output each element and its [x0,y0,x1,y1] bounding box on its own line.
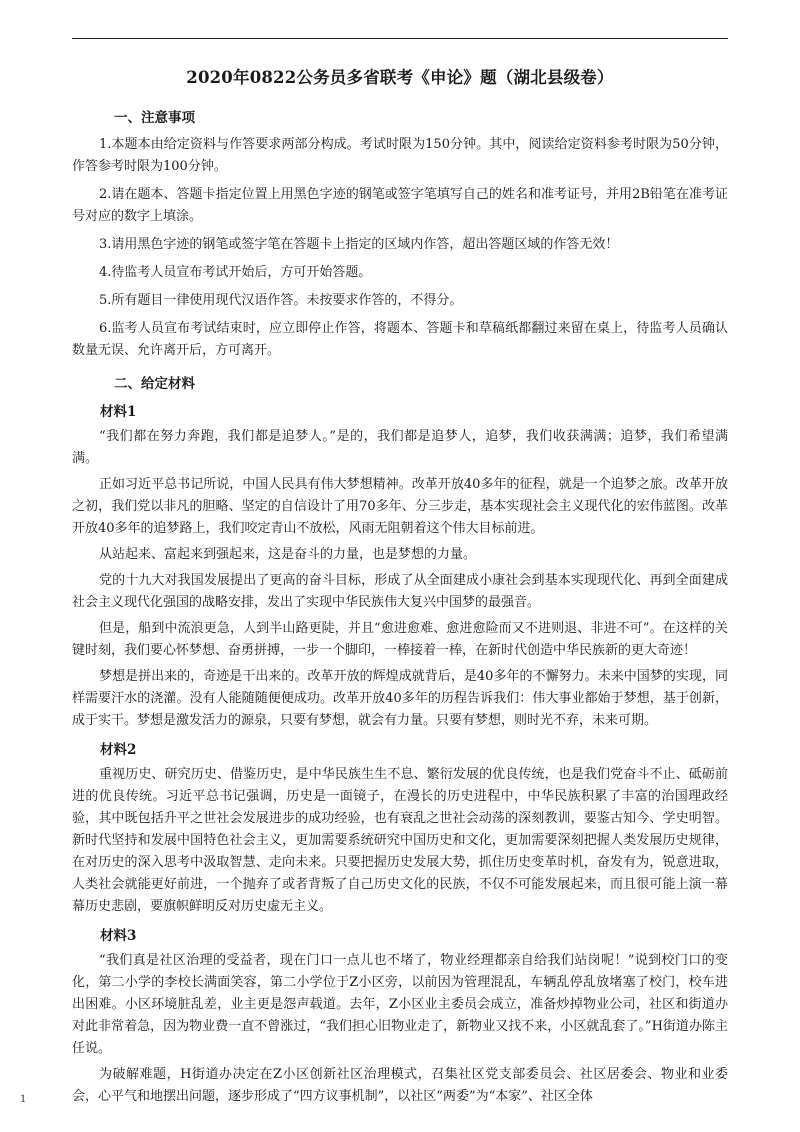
material-1-paragraph: “我们都在努力奔跑，我们都是追梦人。”是的，我们都是追梦人，追梦，我们收获满满；追梦，我们希望满满。 [72,429,728,466]
material-3-paragraph: “我们真是社区治理的受益者，现在门口一点儿也不堵了，物业经理都亲自给我们站岗呢！”说到校门口的变化，第二小学的李校长满面笑容，第二小学位于Z小区旁，以前因为管理混乱，车辆乱停乱放堵塞了校门，校车进出困难。小区环境脏乱差，业主更是怨声载道。去年，Z小区业主委员会成立，准备炒掉物业公司，社区和街道办对此非常着急，因为物业费一直不曾涨过，“我们担心旧物业走了，新物业又找不来，小区就乱套了。”H街道办陈主任说。 [72,953,728,1056]
notice-item-5: 5.所有题目一律使用现代汉语作答。未按要求作答的，不得分。 [99,293,463,308]
material-2-paragraph: 重视历史、研究历史、借鉴历史，是中华民族生生不息、繁衍发展的优良传统，也是我们党奋斗不止、砥砺前进的优良传统。习近平总书记强调，历史是一面镜子，在漫长的历史进程中，中华民族积累了丰富的治国理政经验，其中既包括升平之世社会发展进步的成功经验，也有衰乱之世社会动荡的深刻教训，要鉴古知今、学史明智。新时代坚持和发展中国特色社会主义，更加需要系统研究中国历史和文化，更加需要深刻把握人类发展历史规律，在对历史的深入思考中汲取智慧、走向未来。只要把握历史发展大势，抓住历史变革时机，奋发有为，锐意进取，人类社会就能更好前进，一个抛弃了或者背叛了自己历史文化的民族，不仅不可能发展起来，而且很可能上演一幕幕历史悲剧，要旗帜鲜明反对历史虚无主义。 [72,767,728,914]
material-1-paragraph: 梦想是拼出来的，奇迹是干出来的。改革开放的辉煌成就背后，是40多年的不懈努力。未来中国梦的实现，同样需要汗水的浇灌。没有人能随随便便成功。改革开放40多年的历程告诉我们：伟大事业都始于梦想，基于创新，成于实干。梦想是激发活力的源泉，只要有梦想，就会有力量。只要有梦想，则时光不弃，未来可期。 [72,669,728,728]
material-3-paragraph: 为破解难题，H街道办决定在Z小区创新社区治理模式，召集社区党支部委员会、社区居委会、物业和业委会，心平气和地摆出问题，逐步形成了“四方议事机制”，以社区“两委”为“本家”、社区全体 [72,1067,728,1104]
material-2-label: 材料2 [100,742,137,758]
page-number: 1 [20,1094,27,1105]
header-rule [72,38,728,39]
notice-item-2: 2.请在题本、答题卡指定位置上用黑色字迹的钢笔或签字笔填写自己的姓名和准考证号，并用2B铅笔在准考证号对应的数字上填涂。 [72,187,728,224]
page-title: 2020年0822公务员多省联考《申论》题（湖北县级卷） [186,68,614,87]
notice-item-1: 1.本题本由给定资料与作答要求两部分构成。考试时限为150分钟。其中，阅读给定资料参考时限为50分钟，作答参考时限为100分钟。 [72,137,728,174]
material-1-paragraph: 正如习近平总书记所说，中国人民具有伟大梦想精神。改革开放40多年的征程，就是一个追梦之旅。改革开放之初，我们党以非凡的胆略、坚定的自信设计了用70多年、分三步走，基本实现社会主义现代化的宏伟蓝图。改革开放40多年的追梦路上，我们咬定青山不放松，风雨无阻朝着这个伟大目标前进。 [72,477,728,536]
notice-heading: 一、注意事项 [114,110,195,126]
material-1-paragraph: 但是，船到中流浪更急，人到半山路更陡，并且“愈进愈难、愈进愈险而又不进则退、非进不可”。在这样的关键时刻，我们要心怀梦想、奋勇拼搏，一步一个脚印，一棒接着一棒，在新时代创造中华民族新的更大奇迹！ [72,621,728,658]
material-1-paragraph: 从站起来、富起来到强起来，这是奋斗的力量，也是梦想的力量。 [99,547,477,562]
notice-item-3: 3.请用黑色字迹的钢笔或签字笔在答题卡上指定的区域内作答，超出答题区域的作答无效！ [99,237,619,252]
material-1-label: 材料1 [100,404,137,420]
document-body [72,54,728,1112]
material-3-label: 材料3 [100,928,137,944]
notice-item-4: 4.待监考人员宣布考试开始后，方可开始答题。 [99,265,372,280]
materials-heading: 二、给定材料 [114,376,195,392]
notice-item-6: 6.监考人员宣布考试结束时，应立即停止作答，将题本、答题卡和草稿纸都翻过来留在桌上，待监考人员确认数量无误、允许离开后，方可离开。 [72,321,728,358]
material-1-paragraph: 党的十九大对我国发展提出了更高的奋斗目标，形成了从全面建成小康社会到基本实现现代化、再到全面建成社会主义现代化强国的战略安排，发出了实现中华民族伟大复兴中国梦的最强音。 [72,573,728,610]
